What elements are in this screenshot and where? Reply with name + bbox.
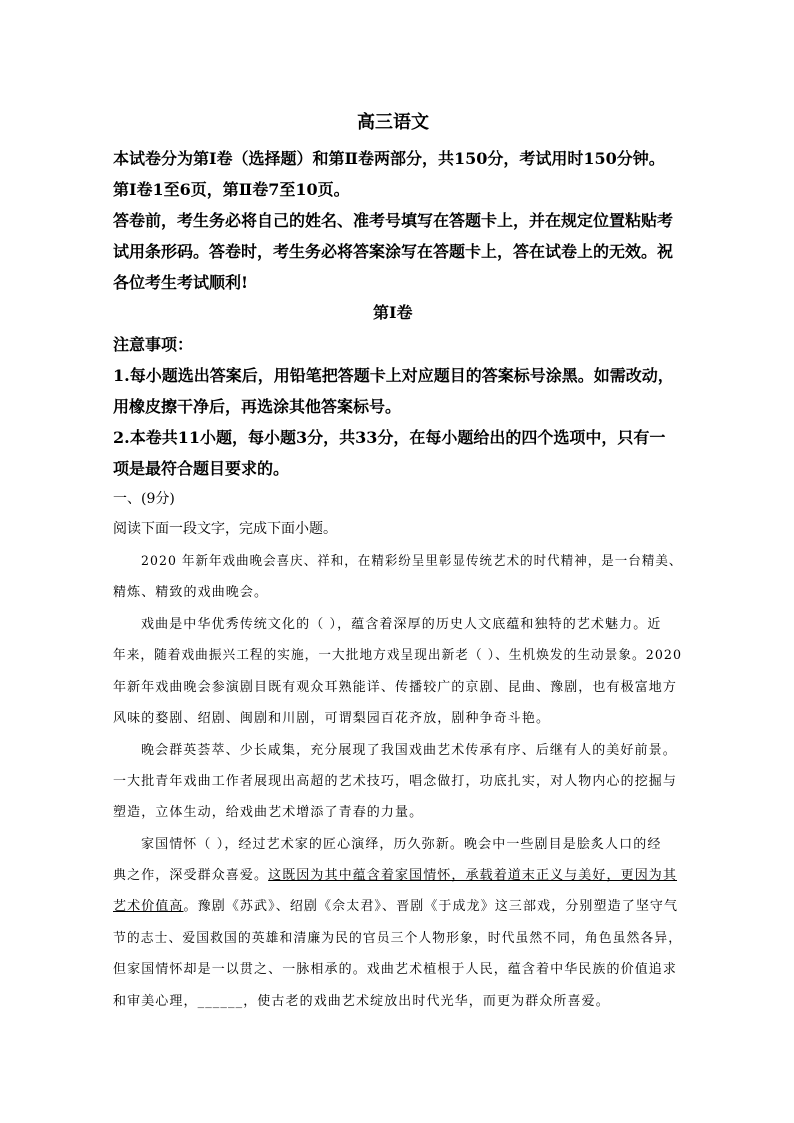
intro-line-2: 第Ⅰ卷1至6页，第Ⅱ卷7至10页。 — [113, 180, 350, 199]
passage-p4-line-3-plain: 。豫剧《苏武》、绍剧《佘太君》、晋剧《于成龙》这三部戏，分别塑造了坚守气 — [183, 899, 679, 914]
notice-line-4: 项是最符合题目要求的。 — [113, 459, 290, 478]
passage-p4-line-6: 和审美心理，______，使古老的戏曲艺术绽放出时代光华，而更为群众所喜爱。 — [113, 994, 610, 1009]
intro-line-3: 答卷前，考生务必将自己的姓名、准考号填写在答题卡上，并在规定位置粘贴考 — [113, 211, 674, 230]
notice-line-2: 用橡皮擦干净后，再选涂其他答案标号。 — [113, 397, 402, 416]
passage-p1-line-1: 2020 年新年戏曲晚会喜庆、祥和，在精彩纷呈里彰显传统艺术的时代精神，是一台精美、 — [141, 554, 683, 569]
section-heading: 第Ⅰ卷 — [373, 303, 413, 322]
intro-line-1: 本试卷分为第Ⅰ卷（选择题）和第Ⅱ卷两部分，共150分，考试用时150分钟。 — [113, 149, 665, 168]
notice-line-3: 2.本卷共11小题，每小题3分，共33分，在每小题给出的四个选项中，只有一 — [113, 428, 666, 447]
passage-p4-line-1: 家国情怀（ ），经过艺术家的匠心演绎，历久弥新。晚会中一些剧目是脍炙人口的经 — [141, 837, 662, 852]
notice-line-1: 1.每小题选出答案后，用铅笔把答题卡上对应题目的答案标号涂黑。如需改动， — [113, 366, 674, 385]
passage-p4-line-5: 但家国情怀却是一以贯之、一脉相承的。戏曲艺术植根于人民，蕴含着中华民族的价值追求 — [113, 962, 678, 977]
passage-p1-line-2: 精炼、精致的戏曲晚会。 — [113, 585, 269, 600]
passage-p2-line-2: 年来，随着戏曲振兴工程的实施，一大批地方戏呈现出新老（ ）、生机焕发的生动景象。2020 — [113, 648, 683, 663]
passage-p4-line-3 — [113, 895, 678, 914]
passage-p4-line-2 — [113, 864, 677, 883]
intro-line-4: 试用条形码。答卷时，考生务必将答案涂写在答题卡上，答在试卷上的无效。祝 — [113, 242, 674, 261]
underlined-sentence: 这既因为其中蕴含着家国情怀，承载着道末正义与美好，更因为其 — [268, 868, 678, 883]
passage-p2-line-1: 戏曲是中华优秀传统文化的（ ），蕴含着深厚的历史人文底蕴和独特的艺术魅力。近 — [141, 617, 662, 632]
intro-line-5: 各位考生考试顺利! — [113, 273, 249, 292]
passage-p3-line-3: 塑造，立体生动，给戏曲艺术增添了青春的力量。 — [113, 805, 424, 820]
passage-p3-line-2: 一大批青年戏曲工作者展现出高超的艺术技巧，唱念做打，功底扎实，对人物内心的挖掘与 — [113, 774, 678, 789]
passage-p2-line-3: 年新年戏曲晚会参演剧目既有观众耳熟能详、传播较广的京剧、昆曲、豫剧，也有极富地方 — [113, 680, 678, 695]
page-title: 高三语文 — [357, 112, 429, 133]
notice-title: 注意事项： — [113, 335, 194, 354]
passage-p2-line-4: 风味的婺剧、绍剧、闽剧和川剧，可谓梨园百花齐放，剧种争奇斗艳。 — [113, 711, 551, 726]
passage-p3-line-1: 晚会群英荟萃、少长咸集，充分展现了我国戏曲艺术传承有序、后继有人的美好前景。 — [141, 743, 677, 758]
underlined-sentence-end: 艺术价值高 — [113, 899, 184, 914]
part-title: 一、(9分) — [113, 491, 175, 507]
passage-p4-line-2-plain: 典之作，深受群众喜爱。 — [113, 868, 269, 883]
reading-instruction: 阅读下面一段文字，完成下面小题。 — [113, 521, 337, 537]
passage-p4-line-4: 节的志士、爱国救国的英雄和清廉为民的官员三个人物形象，时代虽然不同，角色虽然各异， — [113, 931, 683, 946]
